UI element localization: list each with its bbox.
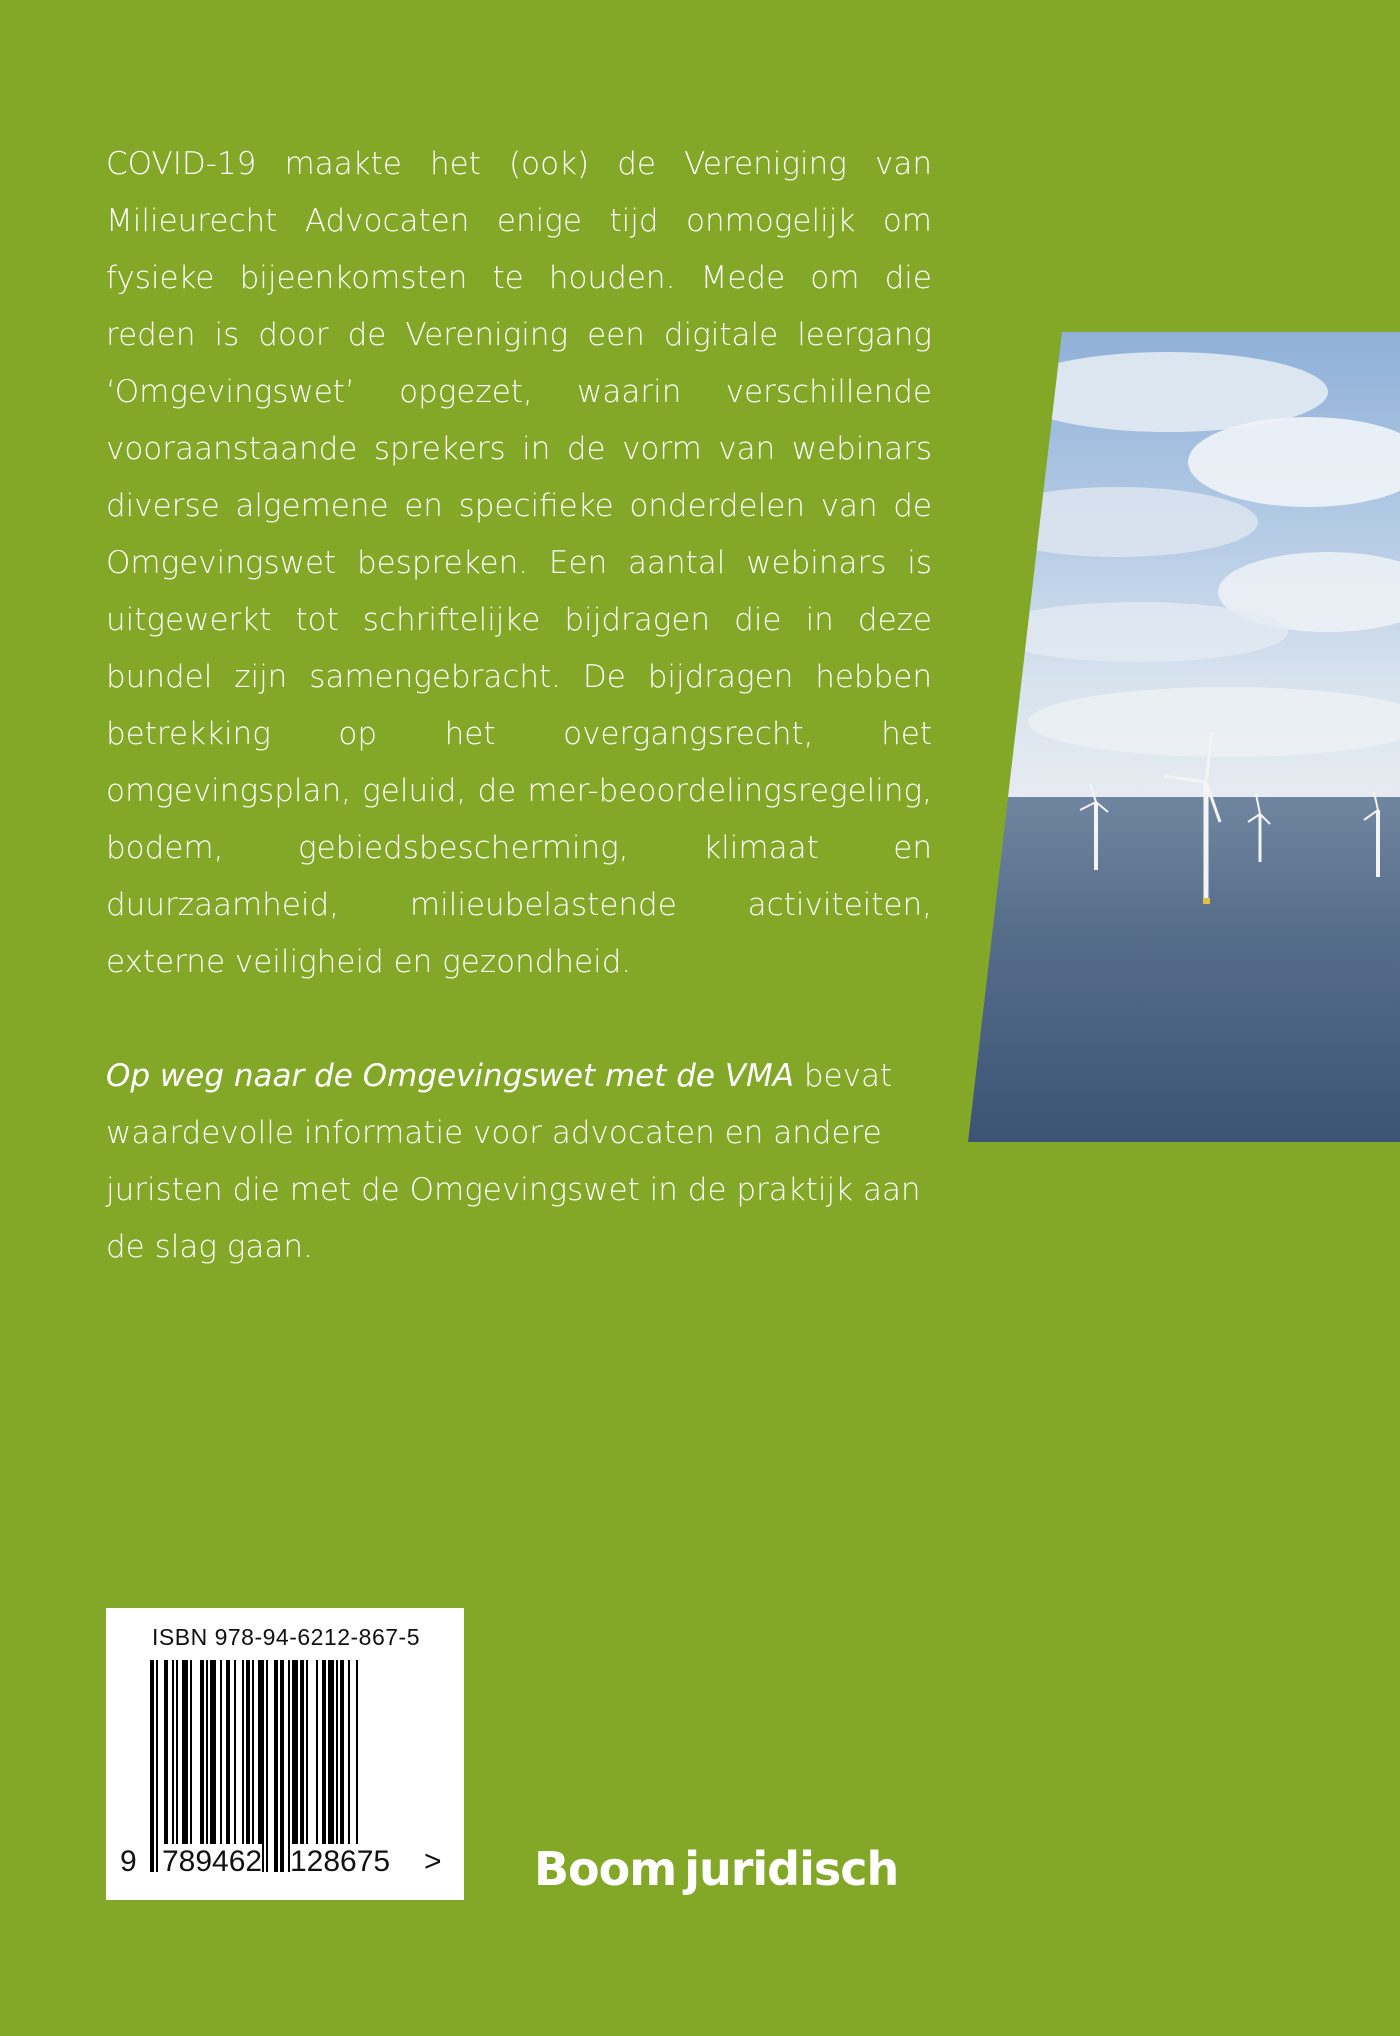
blurb-paragraph-2-text: bevat waardevolle informatie voor advocaten en andere juristen die met de Omgevingswet in de praktijk aan de slag gaan. <box>106 1058 921 1265</box>
barcode-digit-group-2: 128675 <box>290 1845 391 1878</box>
publisher-logo-part-2: juridisch <box>684 1842 899 1896</box>
publisher-logo <box>534 1842 898 1896</box>
barcode-digit-group-1: 789462 <box>162 1845 263 1878</box>
wind-turbines-photo <box>968 332 1400 1142</box>
barcode-digit-end: > <box>424 1845 442 1878</box>
isbn-label: ISBN 978-94-6212-867-5 <box>152 1624 420 1650</box>
barcode-bars <box>150 1660 420 1872</box>
blurb-paragraph-1: COVID-19 maakte het (ook) de Vereniging van Milieurecht Advocaten enige tijd onmogelijk om fysieke bijeenkomsten te houden. Mede om die reden is door de Vereniging een digitale leergang ‘Omgevingswet’ opgezet, waarin verschillende vooraanstaande sprekers in de vorm van webinars diverse algemene en specifieke onderdelen van de Omgevingswet bespreken. Een aantal webinars is uitgewerkt tot schriftelijke bijdragen die in deze bundel zijn samengebracht. De bijdragen hebben betrekking op het overgangsrecht, het omgevingsplan, geluid, de mer-beoordelingsregeling, bodem, gebiedsbescherming, klimaat en duurzaamheid, milieubelastende activiteiten, externe veiligheid en gezondheid. <box>106 146 932 980</box>
publisher-logo-part-1: Boom <box>534 1842 677 1896</box>
barcode-digit-first: 9 <box>120 1845 137 1878</box>
isbn-barcode <box>106 1608 464 1900</box>
blurb-paragraph-2 <box>106 1048 932 1276</box>
back-cover-blurb <box>106 136 932 1276</box>
book-title-italic: Op weg naar de Omgevingswet met de VMA <box>106 1058 794 1094</box>
